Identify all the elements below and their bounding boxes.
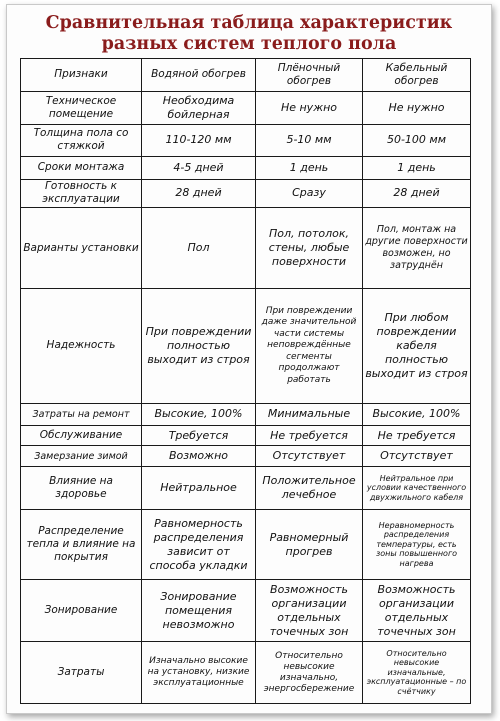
header-features: Признаки: [21, 59, 142, 92]
cell-film: При повреждении даже значительной части системы неповреждённые сегменты продолжают работать: [256, 288, 363, 403]
table-row: [21, 580, 471, 642]
row-feature: Распределение тепла и влияние на покрытия: [21, 510, 142, 580]
cell-water: При повреждении полностью выходит из строя: [142, 288, 256, 403]
cell-film: Отсутствует: [256, 446, 363, 467]
row-feature: Зонирование: [21, 580, 142, 642]
cell-film: Возможность организации отдельных точечных зон: [256, 580, 363, 642]
cell-water: 4-5 дней: [142, 156, 256, 179]
title-line-1: Сравнительная таблица характеристик: [45, 13, 453, 33]
row-feature: Обслуживание: [21, 425, 142, 446]
cell-water: Высокие, 100%: [142, 404, 256, 426]
header-film: Плёночный обогрев: [256, 59, 363, 92]
cell-cable: Относительно невысокие изначальные, эксплуатационные – по счётчику: [363, 642, 471, 704]
row-feature: Замерзание зимой: [21, 446, 142, 467]
cell-cable: 50-100 мм: [363, 124, 471, 156]
cell-water: Пол: [142, 208, 256, 288]
cell-cable: Нейтральное при условии качественного двухжильного кабеля: [363, 466, 471, 509]
cell-water: Зонирование помещения невозможно: [142, 580, 256, 642]
cell-cable: Неравномерность распределения температуры, есть зоны повышенного нагрева: [363, 510, 471, 580]
table-row: [21, 156, 471, 179]
row-feature: Затраты: [21, 642, 142, 704]
cell-water: Изначально высокие на установку, низкие эксплуатационные: [142, 642, 256, 704]
cell-film: Не требуется: [256, 425, 363, 446]
cell-water: Возможно: [142, 446, 256, 467]
cell-film: Минимальные: [256, 404, 363, 426]
table-row: [21, 642, 471, 704]
cell-film: Сразу: [256, 179, 363, 208]
header-row: [21, 59, 471, 92]
row-feature: Техническое помещение: [21, 91, 142, 124]
row-feature: Влияние на здоровье: [21, 466, 142, 509]
table-row: [21, 404, 471, 426]
header-cable: Кабельный обогрев: [363, 59, 471, 92]
cell-cable: Возможность организации отдельных точечных зон: [363, 580, 471, 642]
cell-film: Не нужно: [256, 91, 363, 124]
cell-water: 28 дней: [142, 179, 256, 208]
cell-film: 1 день: [256, 156, 363, 179]
cell-film: Пол, потолок, стены, любые поверхности: [256, 208, 363, 288]
title-line-2: разных систем теплого пола: [101, 34, 397, 54]
document-title: [7, 13, 491, 55]
cell-cable: Высокие, 100%: [363, 404, 471, 426]
row-feature: Надежность: [21, 288, 142, 403]
table-row: [21, 288, 471, 403]
row-feature: Варианты установки: [21, 208, 142, 288]
header-water: Водяной обогрев: [142, 59, 256, 92]
row-feature: Готовность к эксплуатации: [21, 179, 142, 208]
table-row: [21, 446, 471, 467]
cell-water: Равномерность распределения зависит от способа укладки: [142, 510, 256, 580]
table-row: [21, 425, 471, 446]
table-row: [21, 91, 471, 124]
cell-cable: Пол, монтаж на другие поверхности возможен, но затруднён: [363, 208, 471, 288]
cell-cable: Отсутствует: [363, 446, 471, 467]
cell-cable: 1 день: [363, 156, 471, 179]
cell-water: Нейтральное: [142, 466, 256, 509]
table-row: [21, 466, 471, 509]
cell-water: Требуется: [142, 425, 256, 446]
cell-cable: Не нужно: [363, 91, 471, 124]
comparison-table: [20, 58, 471, 704]
cell-film: Равномерный прогрев: [256, 510, 363, 580]
cell-cable: Не требуется: [363, 425, 471, 446]
cell-film: Положительное лечебное: [256, 466, 363, 509]
cell-film: Относительно невысокие изначально, энергосбережение: [256, 642, 363, 704]
cell-water: 110-120 мм: [142, 124, 256, 156]
table-row: [21, 124, 471, 156]
cell-film: 5-10 мм: [256, 124, 363, 156]
table-row: [21, 208, 471, 288]
row-feature: Затраты на ремонт: [21, 404, 142, 426]
cell-water: Необходима бойлерная: [142, 91, 256, 124]
row-feature: Толщина пола со стяжкой: [21, 124, 142, 156]
table-row: [21, 179, 471, 208]
table-row: [21, 510, 471, 580]
cell-cable: 28 дней: [363, 179, 471, 208]
cell-cable: При любом повреждении кабеля полностью выходит из строя: [363, 288, 471, 403]
row-feature: Сроки монтажа: [21, 156, 142, 179]
